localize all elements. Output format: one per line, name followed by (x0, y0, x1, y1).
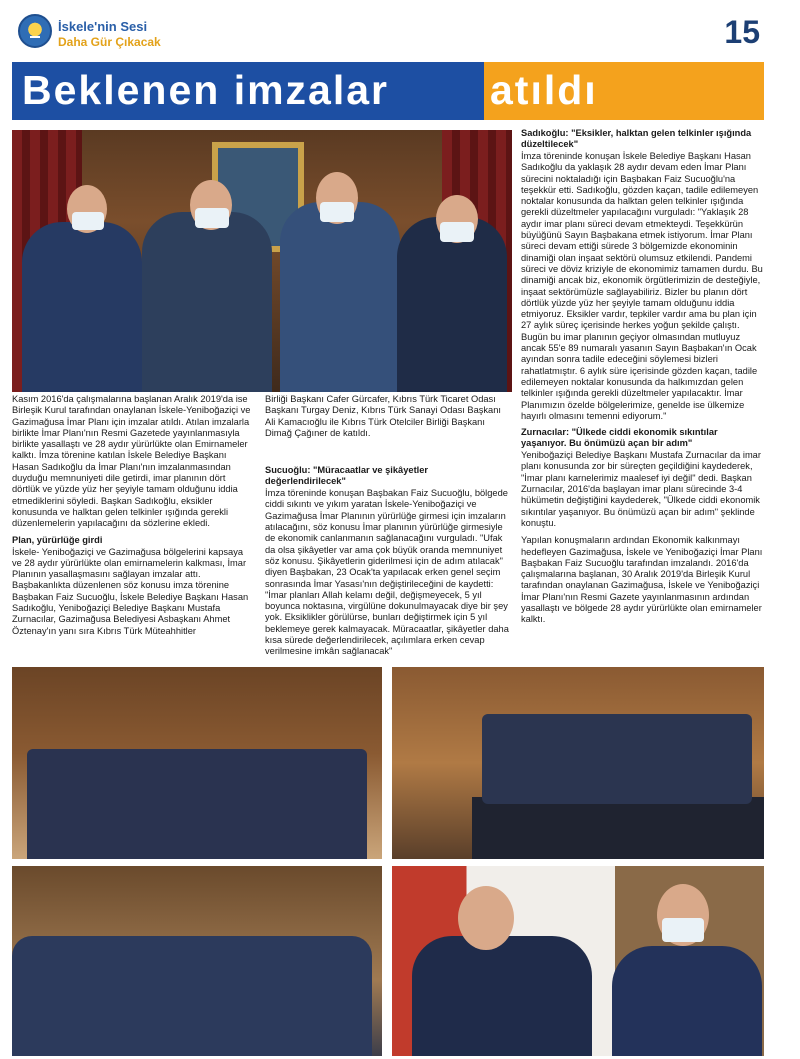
person-2 (142, 212, 272, 392)
face-mask-5 (662, 918, 704, 942)
person-seated-left-head (458, 886, 514, 950)
section-heading-plan: Plan, yürürlüğe girdi (12, 534, 103, 545)
brand-line-1: İskele'nin Sesi (58, 19, 148, 34)
signing-table (472, 797, 764, 859)
section-heading-sadikoglu: Sadıkoğlu: "Eksikler, halktan gelen telkinler ışığında düzeltilecek" (521, 128, 752, 149)
article-column-3 (521, 128, 764, 631)
photo-prime-minister (392, 866, 764, 1056)
section-text-sadikoglu: İmza töreninde konuşan İskele Belediye Başkanı Hasan Sadıkoğlu da yaklaşık 28 aydır devam eden İmar Planı sürecini noktaladığı için Başbakan Faiz Sucuoğlu'na teşekkür etti. Sadıkoğlu, gözden kaçan, tadile edilemeyen noktalar konusunda da halktan gelen telkinler ışığında gerekli düzeltmeler yapılacağını vurguladı: "Yaklaşık 28 aydır imar planı süreci devam etmekteydi. Teşekkürün büyüğünü Sayın Başbakana etmek istiyorum. İmar Planı süreci devam ettiği sürede 3 bölgemizde ekonominin dinamiği olan inşaat sektörü olumsuz etkilendi. Pandemi süreci ve döviz kriziyle de ekonomimiz tamamen durdu. Bu dinamiği ancak biz, ekonomik örgütlerimizin de desteğiyle, inşaat sektörümüzle sağlayabiliriz. Bizler bu planın dört dörtlük yüzde yüz her şeyiyle tamam olduğunu iddia etmiyoruz. Eksikler vardır, tepkiler vardır ama bu plan için 27 aylık süreç içerisinde herkes yoğun şekilde çalıştı. Bugün bu imar planının geçiyor olmasından mutluyuz ancak 55'e 89 numaralı yasanın Sayın Başbakan'ın Ocak ayından sonra tadile edeceğini söylemesi bizleri rahatlatmıştır. 6 aylık süre içerisinde gözden kaçan, tadile edilemeyen noktalar konusunda da halkımızdan gelen telkinler ışığında gerekli düzeltmeler yapılacaktır. İmar Planımızın özelde bölgelerimize, genelde ise ülkemize hayırlı olmasını temenni ediyorum." (521, 151, 763, 421)
section-text-zurnacilar: Yeniboğaziçi Belediye Başkanı Mustafa Zurnacılar da imar planı konusunda zor bir süreçten geçildiğini kaydederek, "İmar planı karnelerimiz maalesef iyi değil" dedi. Başkan Zurnacılar, 2016'da başlayan imar planı sürecinde 3-4 hükümetin değiştiğini kaydederek, "Ülkede ciddi ekonomik sıkıntılar yaşanıyor. Bu önümüzü açan bir adım" şeklinde konuştu. (521, 450, 761, 528)
section-heading-zurnacilar: Zurnacılar: "Ülkede ciddi ekonomik sıkıntılar yaşanıyor. Bu önümüzü açan bir adım" (521, 427, 718, 449)
article-column-2 (265, 394, 511, 663)
person-3 (280, 202, 400, 392)
closing-text: Yapılan konuşmaların ardından Ekonomik kalkınmayı hedefleyen Gazimağusa, İskele ve Yeniboğaziçi İmar Planı Başbakan Faiz Sucuoğlu tarafından imzalandı. 2016'da çalışmalarına başlanan, 30 Aralık 2019'da Birleşik Kurul tarafından onaylanan Gazimağusa, İskele ve Yeniboğaziçi İmar Planı'nın Resmi Gazete yayınlanmasının ardından yasallaştı ve bölgede 28 aydır yürürlükte olan emirnameler kalktı. (521, 535, 763, 625)
article-column-1 (12, 394, 254, 642)
face-mask-3 (320, 202, 354, 222)
headline-part-2: atıldı (490, 67, 598, 113)
photo-officials-group (12, 130, 512, 392)
person-seated-left (412, 936, 592, 1056)
person-4 (397, 217, 507, 392)
brand-line-2: Daha Gür Çıkacak (58, 35, 161, 49)
article-intro: Kasım 2016'da çalışmalarına başlanan Aralık 2019'da ise Birleşik Kurul tarafından onaylanan İskele-Yeniboğaziçi ve Gazimağusa İmar Planı için imzalar atıldı. Atılan imzalarla birlikte İmar Planı'nın Resmi Gazetede yayınlanmasıyla birlikte yasallaştı ve 28 aydır yürürlükte olan Emirnameler kalktı. İmza törenine katılan İskele Belediye Başkanı Hasan Sadıkoğlu da İmar Planı'nın imzalanmasından duyduğu memnuniyeti dile getirdi, imar planının dört dörtlük ve yüzde yüz her şeyiyle tamam olduğunu iddia etmediklerini söyledi. Başkan Sadıkoğlu, eksikler konusunda ve halktan gelen telkinler ışığında gerekli düzenlemelerin yapılacağını da sözlerine ekledi. (12, 394, 251, 529)
section-heading-sucuoglu: Sucuoğlu: "Müracaatlar ve şikâyetler değerlendirilecek" (265, 465, 429, 487)
face-mask-2 (195, 208, 229, 228)
section-text-sucuoglu: İmza töreninde konuşan Başbakan Faiz Sucuoğlu, bölgede ciddi sıkıntı ve yıkım yaratan İskele-Yeniboğaziçi ve Gazimağusa İmar Planının yürürlüğe girmesi için imzaların atılacağını, söz konusu İmar planının yürürlüğe girmesiyle de ekonomik canlanmanın sağlanacağını vurguladı. "Ufak da olsa şikâyetler var ama çok büyük oranda memnuniyet söz konusu. Şikâyetlerin giderilmesi için de adım atılacak" diyen Başbakan, 23 Ocak'ta yapılacak erken genel seçim sonrasında İmar Yasası'nın değiştirileceğini de kaydetti: "İmar planları Allah kelamı değil, değişmeyecek, 5 yıl boyunca noktasına, virgülüne dokunulmayacak diye bir şey yok. Eksiklikler görülürse, bunları değiştirmek için 5 yıl beklemeye gerek kalmayacak. Müracaatlar, şikâyetler daha kısa sürede değerlendirilecek, açılımlara erken cevap verilmesine imkân sağlanacak" (265, 488, 509, 657)
page-number: 15 (724, 14, 760, 50)
photo-applause (12, 866, 382, 1056)
photo-group-standing (12, 667, 382, 859)
person-1 (22, 222, 142, 392)
article-continuation: Birliği Başkanı Cafer Gürcafer, Kıbrıs Türk Ticaret Odası Başkanı Turgay Deniz, Kıbrıs Türk Sanayi Odası Başkanı Ali Kamacıoğlu ile Kıbrıs Türk Otelciler Birliği Başkanı Dimağ Çağıner de katıldı. (265, 394, 501, 438)
section-text-plan: İskele- Yeniboğaziçi ve Gazimağusa bölgelerini kapsaya ve 28 aydır yürürlükte olan emirnamelerin kalkması, İmar Planının yasallaşmasını sağlayan imzalar attı. Başbakanlıkta düzenlenen söz konusu imza törenine Başbakan Faiz Sucuoğlu, İskele Belediye Başkanı Hasan Sadıkoğlu, Yeniboğaziçi Belediye Başkanı Mustafa Zurnacılar, Gazimağusa Belediyesi Asbaşkanı Ahmet Öztenay'ın yanı sıra Kıbrıs Türk Müteahhitler (12, 546, 249, 636)
applauding-officials (12, 936, 372, 1056)
seated-officials (482, 714, 752, 804)
face-mask-4 (440, 222, 474, 242)
photo-signing-table (392, 667, 764, 859)
person-seated-right (612, 946, 762, 1056)
newspaper-logo-icon (18, 14, 52, 48)
standing-group (27, 749, 367, 859)
face-mask-1 (72, 212, 104, 230)
headline-part-1: Beklenen imzalar (22, 67, 389, 113)
